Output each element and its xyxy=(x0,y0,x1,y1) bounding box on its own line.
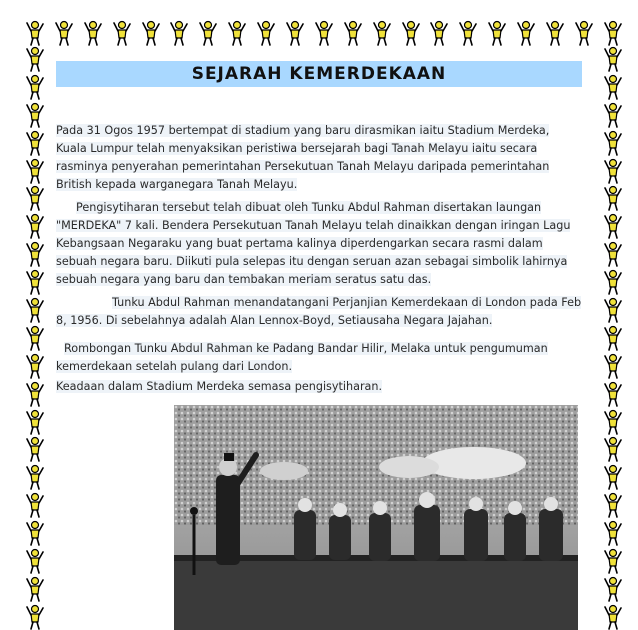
paragraph-stadium-caption xyxy=(56,378,582,396)
paragraph-proclamation xyxy=(56,199,582,289)
cheering-figure-icon xyxy=(604,576,622,602)
cheering-figure-icon xyxy=(604,213,622,239)
cheering-figure-icon xyxy=(604,46,622,72)
cheering-figure-icon xyxy=(575,20,593,46)
cheering-figure-icon xyxy=(488,20,506,46)
cheering-figure-icon xyxy=(113,20,131,46)
cheering-figure-icon xyxy=(55,20,73,46)
cheering-figure-icon xyxy=(604,381,622,407)
cheering-figure-icon xyxy=(604,74,622,100)
cheering-figure-icon xyxy=(604,520,622,546)
cheering-figure-icon xyxy=(84,20,102,46)
cheering-figure-icon xyxy=(604,185,622,211)
cheering-figure-icon xyxy=(373,20,391,46)
page-title: SEJARAH KEMERDEKAAN xyxy=(191,64,447,84)
cheering-figure-icon xyxy=(402,20,420,46)
cheering-figure-icon xyxy=(26,492,44,518)
cheering-figure-icon xyxy=(199,20,217,46)
cheering-figure-icon xyxy=(604,548,622,574)
cheering-figure-icon xyxy=(604,158,622,184)
cheering-figure-icon xyxy=(26,20,44,46)
paragraph-text: Tunku Abdul Rahman menandatangani Perjanjian Kemerdekaan di London pada Feb 8, 1956. Di sebelahnya adalah Alan Lennox-Boyd, Setiausaha Negara Jajahan. xyxy=(56,296,582,327)
cheering-figure-icon xyxy=(26,464,44,490)
paragraph-text: Pengisytiharan tersebut telah dibuat oleh Tunku Abdul Rahman disertakan laungan "MERDEKA" 7 kali. Bendera Persekutuan Tanah Melayu telah dinaikkan dengan iringan Lagu Kebangsaan Negaraku yang buat pertama kalinya diperdengarkan secara rasmi dalam sebuah negara baru. Diikuti pula selepas itu dengan seruan azan sebagai simbolik lahirnya sebuah negara yang baru dan tembakan meriam seratus satu das. xyxy=(56,201,571,286)
cheering-figure-icon xyxy=(604,130,622,156)
cheering-figure-icon xyxy=(26,102,44,128)
cheering-figure-icon xyxy=(26,381,44,407)
cheering-figure-icon xyxy=(26,241,44,267)
cheering-figure-icon xyxy=(604,464,622,490)
cheering-figure-icon xyxy=(26,130,44,156)
title-bar xyxy=(56,61,582,87)
cheering-figure-icon xyxy=(604,604,622,630)
cheering-figure-icon xyxy=(604,325,622,351)
cheering-figure-icon xyxy=(315,20,333,46)
cheering-figure-icon xyxy=(26,409,44,435)
cheering-figure-icon xyxy=(604,492,622,518)
cheering-figure-icon xyxy=(517,20,535,46)
cheering-figure-icon xyxy=(26,576,44,602)
paragraph-melaka-visit xyxy=(56,340,582,376)
cheering-figure-icon xyxy=(26,297,44,323)
cheering-figure-icon xyxy=(26,213,44,239)
cheering-figure-icon xyxy=(604,409,622,435)
paragraph-declaration xyxy=(56,122,582,194)
cheering-figure-icon xyxy=(26,353,44,379)
cheering-figure-icon xyxy=(604,102,622,128)
cheering-figure-icon xyxy=(546,20,564,46)
cheering-figure-icon xyxy=(26,325,44,351)
paragraph-london-signing xyxy=(56,294,582,330)
cheering-figure-icon xyxy=(26,548,44,574)
cheering-figure-icon xyxy=(604,20,622,46)
cheering-figure-icon xyxy=(430,20,448,46)
decorative-border-right xyxy=(604,46,622,630)
cheering-figure-icon xyxy=(170,20,188,46)
stadium-merdeka-photo xyxy=(174,405,578,630)
cheering-figure-icon xyxy=(26,269,44,295)
cheering-figure-icon xyxy=(26,436,44,462)
cheering-figure-icon xyxy=(228,20,246,46)
paragraph-text: Rombongan Tunku Abdul Rahman ke Padang Bandar Hilir, Melaka untuk pengumuman kemerdekaan setelah pulang dari London. xyxy=(56,342,548,373)
cheering-figure-icon xyxy=(344,20,362,46)
decorative-border-top xyxy=(26,20,622,46)
cheering-figure-icon xyxy=(26,185,44,211)
cheering-figure-icon xyxy=(604,297,622,323)
cheering-figure-icon xyxy=(26,158,44,184)
cheering-figure-icon xyxy=(286,20,304,46)
cheering-figure-icon xyxy=(26,46,44,72)
cheering-figure-icon xyxy=(604,269,622,295)
cheering-figure-icon xyxy=(459,20,477,46)
cheering-figure-icon xyxy=(257,20,275,46)
cheering-figure-icon xyxy=(26,604,44,630)
cheering-figure-icon xyxy=(26,74,44,100)
paragraph-text: Pada 31 Ogos 1957 bertempat di stadium yang baru dirasmikan iaitu Stadium Merdeka, Kuala Lumpur telah menyaksikan peristiwa bersejarah bagi Tanah Melayu iaitu secara rasminya penyerahan pemerintahan Persekutuan Tanah Melayu daripada pemerintahan British kepada warganegara Tanah Melayu. xyxy=(56,124,550,191)
cheering-figure-icon xyxy=(26,520,44,546)
cheering-figure-icon xyxy=(142,20,160,46)
cheering-figure-icon xyxy=(604,241,622,267)
paragraph-text: Keadaan dalam Stadium Merdeka semasa pengisytiharan. xyxy=(56,380,383,393)
decorative-border-left xyxy=(26,46,44,630)
cheering-figure-icon xyxy=(604,353,622,379)
cheering-figure-icon xyxy=(604,436,622,462)
